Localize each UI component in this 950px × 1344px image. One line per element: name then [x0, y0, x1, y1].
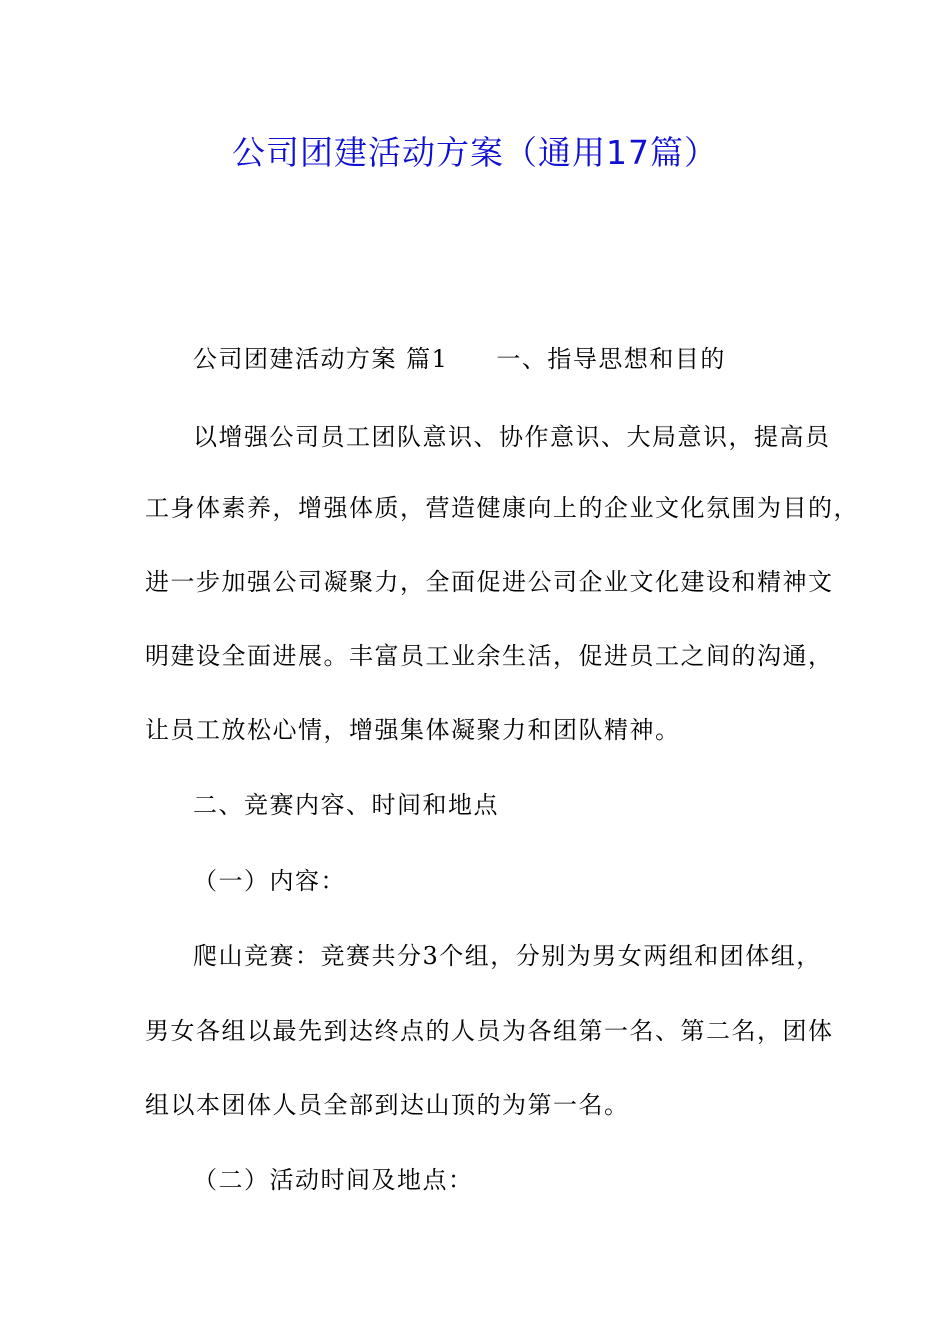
document-title: 公司团建活动方案（通用17篇）	[232, 133, 718, 172]
paragraph-line: 明建设全面进展。丰富员工业余生活，促进员工之间的沟通，	[145, 642, 834, 670]
section-title: 一、指导思想和目的	[496, 345, 726, 373]
section-heading-line	[193, 342, 726, 376]
section-heading: 二、竞赛内容、时间和地点	[193, 791, 499, 819]
paragraph-line: 进一步加强公司凝聚力，全面促进公司企业文化建设和精神文	[145, 568, 834, 596]
article-label: 公司团建活动方案 篇1	[193, 345, 449, 373]
subsection-heading: （二）活动时间及地点：	[193, 1166, 474, 1194]
paragraph-line: 工身体素养，增强体质，营造健康向上的企业文化氛围为目的，	[145, 494, 859, 522]
paragraph-line: 组以本团体人员全部到达山顶的为第一名。	[145, 1091, 630, 1119]
subsection-heading: （一）内容：	[193, 867, 346, 895]
paragraph-line: 男女各组以最先到达终点的人员为各组第一名、第二名，团体	[145, 1017, 834, 1045]
paragraph-line: 让员工放松心情，增强集体凝聚力和团队精神。	[145, 716, 681, 744]
paragraph-line: 爬山竞赛：竞赛共分3个组，分别为男女两组和团体组，	[193, 942, 822, 970]
paragraph-line: 以增强公司员工团队意识、协作意识、大局意识，提高员	[193, 423, 831, 451]
